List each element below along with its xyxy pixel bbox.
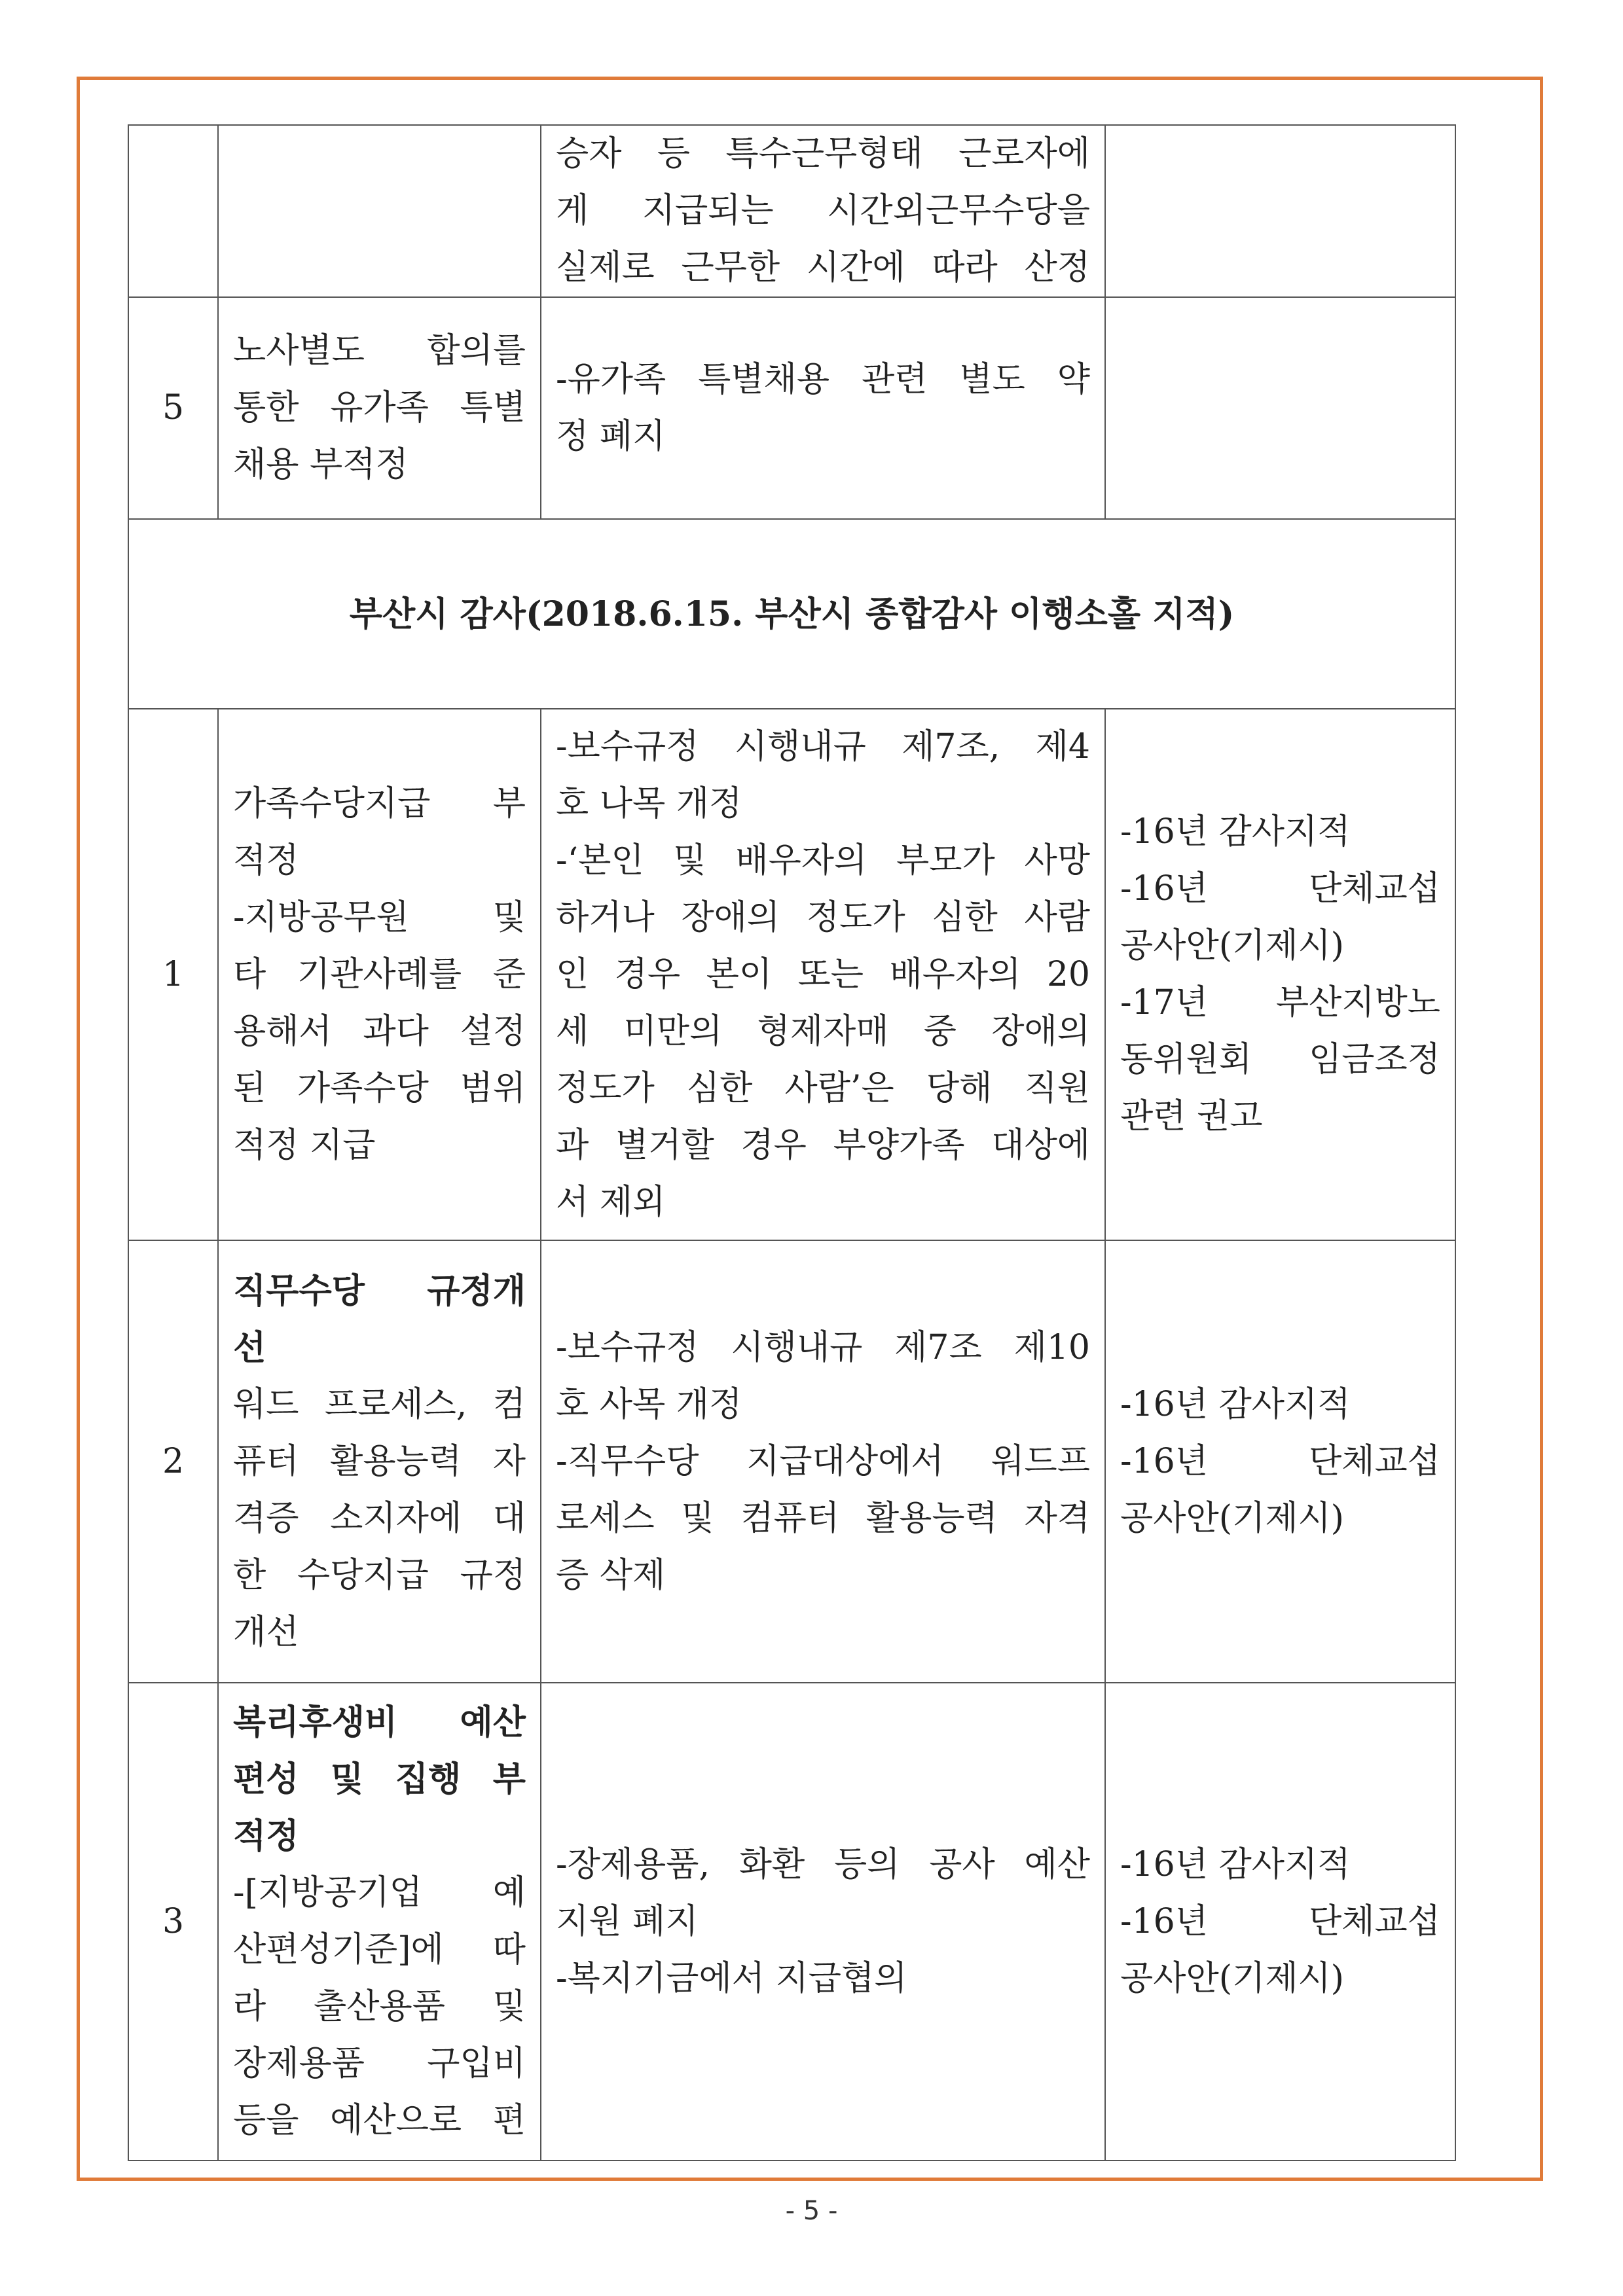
- row-content: 승자 등 특수근무형태 근로자에 게 지급되는 시간외근무수당을 실제로 근무한 시간에 따라 산정: [541, 125, 1105, 297]
- row-number: 1: [128, 709, 218, 1240]
- row-number: 3: [128, 1683, 218, 2161]
- row-content: -보수규정 시행내규 제7조, 제4 호 나목 개정 -‘본인 및 배우자의 부모가 사망 하거나 장애의 정도가 심한 사람 인 경우 본이 또는 배우자의 20 세 미만의 형제자매 중 장애의 정도가 심한 사람’은 당해 직원 과 별거할 경우 부양가족 대상에 서 제외: [541, 709, 1105, 1240]
- table-row: [128, 1683, 1455, 2161]
- row-note: [1105, 125, 1455, 297]
- row-note: -16년 감사지적 -16년 단체교섭 공사안(기제시): [1105, 1683, 1455, 2161]
- row-title: 복리후생비 예산 편성 및 집행 부 적정 -[지방공기업 예 산편성기준]에 따 라 출산용품 및 장제용품 구입비 등을 예산으로 편: [218, 1683, 541, 2161]
- row-note: -16년 감사지적 -16년 단체교섭 공사안(기제시): [1105, 1240, 1455, 1683]
- section-heading: 부산시 감사(2018.6.15. 부산시 종합감사 이행소홀 지적): [128, 519, 1455, 709]
- page-number: - 5 -: [785, 2196, 838, 2226]
- row-title: 노사별도 합의를 통한 유가족 특별 채용 부적정: [218, 297, 541, 519]
- row-content: -유가족 특별채용 관련 별도 약 정 폐지: [541, 297, 1105, 519]
- row-note: -16년 감사지적 -16년 단체교섭 공사안(기제시) -17년 부산지방노 동위원회 임금조정 관련 권고: [1105, 709, 1455, 1240]
- row-number: [128, 125, 218, 297]
- table-row: [128, 709, 1455, 1240]
- table-row: [128, 125, 1455, 297]
- table-row: [128, 297, 1455, 519]
- row-title: 가족수당지급 부 적정 -지방공무원 및 타 기관사례를 준 용해서 과다 설정 된 가족수당 범위 적정 지급: [218, 709, 541, 1240]
- row-title: [218, 125, 541, 297]
- row-note: [1105, 297, 1455, 519]
- row-number: 5: [128, 297, 218, 519]
- table-row: [128, 1240, 1455, 1683]
- row-title: 직무수당 규정개 선 워드 프로세스, 컴 퓨터 활용능력 자 격증 소지자에 대 한 수당지급 규정 개선: [218, 1240, 541, 1683]
- row-content: -보수규정 시행내규 제7조 제10 호 사목 개정 -직무수당 지급대상에서 워드프 로세스 및 컴퓨터 활용능력 자격 증 삭제: [541, 1240, 1105, 1683]
- row-number: 2: [128, 1240, 218, 1683]
- row-content: -장제용품, 화환 등의 공사 예산 지원 폐지 -복지기금에서 지급협의: [541, 1683, 1105, 2161]
- section-heading-row: [128, 519, 1455, 709]
- audit-table: [128, 124, 1456, 2161]
